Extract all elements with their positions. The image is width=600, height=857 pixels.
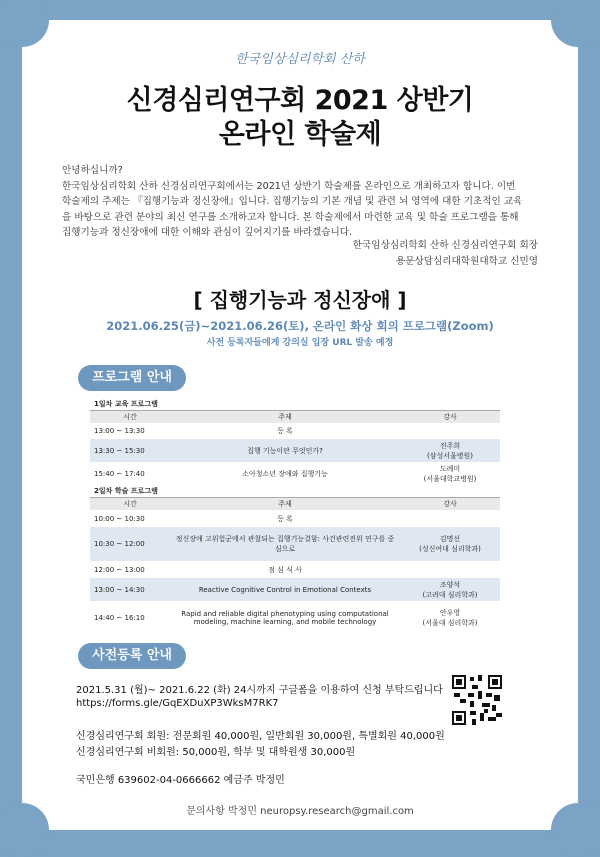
intro-text: [62, 163, 540, 241]
speaker-affiliation: (서울대 심리학과): [422, 619, 478, 627]
day1-title: 1일차 교육 프로그램: [90, 398, 500, 411]
row-topic: 집행 기능이란 무엇인가?: [170, 439, 400, 462]
row-time: 15:40 ~ 17:40: [94, 469, 145, 478]
row-time: 10:00 ~ 10:30: [94, 514, 145, 523]
table-row: [90, 510, 500, 527]
row-time: 13:00 ~ 14:30: [90, 578, 170, 601]
intro-line: 학술제의 주제는 『집행기능과 정신장애』입니다. 집행기능의 기본 개념 및 관련 뇌 영역에 대한 기초적인 교육: [62, 196, 523, 208]
speaker-affiliation: (서울대학교병원): [423, 474, 477, 483]
intro-line: 한국임상심리학회 산하 신경심리연구회에서는 2021년 상반기 학술제를 온라인으로 개최하고자 합니다. 이번: [62, 180, 516, 192]
registration-form-link[interactable]: https://forms.gle/GqEXDuXP3WksM7RK7: [76, 698, 279, 709]
bank-account: 국민은행 639602-04-0666662 예금주 박정민: [76, 775, 285, 786]
row-speaker: [400, 423, 500, 439]
theme-title: [ 집행기능과 정신장애 ]: [193, 288, 407, 312]
fee-members: 신경심리연구회 회원: 전문회원 40,000원, 일반회원 30,000원, 특별회원 40,000원: [76, 731, 445, 742]
table-header-row: [90, 411, 500, 424]
day2-title: 2일차 학술 프로그램: [90, 485, 500, 498]
speaker-name: 안우영: [439, 609, 461, 617]
row-time: 13:30 ~ 15:30: [90, 439, 170, 462]
speaker-name: 도례미: [439, 464, 461, 473]
registration-section-pill: 사전등록 안내: [78, 643, 186, 669]
row-topic: 점 심 식 사: [268, 565, 302, 574]
row-speaker: [400, 578, 500, 601]
row-time: 14:40 ~ 16:10: [94, 614, 145, 622]
event-date: 2021.06.25(금)~2021.06.26(토), 온라인 화상 회의 프로그램(Zoom): [106, 319, 494, 333]
table-row: [90, 439, 500, 462]
qr-code-icon[interactable]: [452, 675, 502, 725]
row-speaker: [400, 439, 500, 462]
signature-line2: 용문상담심리대학원대학교 신민영: [395, 255, 538, 267]
col-time-header: 시간: [90, 411, 170, 424]
contact-info: 문의사항 박정민 neuropsy.research@gmail.com: [186, 806, 414, 817]
signature-line1: 한국임상심리학회 산하 신경심리연구회 회장: [352, 240, 538, 251]
row-speaker: [400, 601, 500, 635]
event-note: 사전 등록자들에게 강의실 입장 URL 발송 예정: [206, 338, 394, 348]
row-time: 10:30 ~ 12:00: [90, 527, 170, 561]
row-speaker: [400, 527, 500, 561]
table-row: [90, 527, 500, 561]
program-section-pill: 프로그램 안내: [78, 365, 186, 391]
table-row: [90, 601, 500, 635]
speaker-affiliation: (고려대 심리학과): [422, 590, 478, 599]
program-table: [90, 398, 500, 635]
intro-line: 을 바탕으로 관련 분야의 최신 연구를 소개하고자 합니다. 본 학술제에서 마련한 교육 및 학술 프로그램을 통해: [62, 211, 519, 223]
col-topic-header: 주제: [170, 498, 400, 511]
row-time: 13:00 ~ 13:30: [94, 427, 145, 435]
row-topic: 등 록: [277, 427, 293, 435]
speaker-name: 조양석: [439, 580, 461, 589]
day2-section-row: [90, 485, 500, 498]
page-title-line2: 온라인 학술제: [218, 119, 382, 150]
col-topic-header: 주제: [170, 411, 400, 424]
fee-nonmembers: 신경심리연구회 비회원: 50,000원, 학부 및 대학원생 30,000원: [76, 747, 356, 758]
page-title-line1: 신경심리연구회 2021 상반기: [126, 85, 474, 116]
speaker-affiliation: (성신여대 심리학과): [419, 545, 481, 553]
row-topic: 정신장애 고위험군에서 관찰되는 집행기능결함: 사건관련전위 연구를 중심으로: [170, 527, 400, 561]
signature: [353, 238, 538, 269]
row-topic: 등 록: [277, 514, 293, 523]
table-row: [90, 462, 500, 485]
row-topic: Reactive Cognitive Control in Emotional Contexts: [170, 578, 400, 601]
row-speaker: [400, 462, 500, 485]
day1-section-row: [90, 398, 500, 411]
row-topic: 소아청소년 장애와 집행기능: [242, 469, 328, 478]
table-row: [90, 578, 500, 601]
registration-period: 2021.5.31 (월)~ 2021.6.22 (화) 24시까지 구글폼을 이용하여 신청 부탁드립니다: [76, 685, 443, 696]
row-time: 12:00 ~ 13:00: [94, 565, 145, 574]
speaker-name: 진주희: [439, 441, 461, 450]
row-speaker: [400, 510, 500, 527]
table-row: [90, 423, 500, 439]
row-speaker: [400, 561, 500, 578]
table-row: [90, 561, 500, 578]
row-topic: Rapid and reliable digital phenotyping using computational modeling, machine learning, and mobile technology: [181, 610, 389, 626]
intro-line: 집행기능과 정신장애에 대한 이해와 관심이 깊어지기를 바라겠습니다.: [62, 227, 353, 239]
organizer-subtitle: 한국임상심리학회 산하: [235, 52, 365, 67]
col-speaker-header: 강사: [400, 498, 500, 511]
col-time-header: 시간: [90, 498, 170, 511]
intro-greeting: 안녕하십니까?: [62, 165, 123, 176]
speaker-affiliation: (삼성서울병원): [426, 451, 474, 460]
speaker-name: 김명선: [439, 535, 461, 543]
table-header-row: [90, 498, 500, 511]
col-speaker-header: 강사: [400, 411, 500, 424]
